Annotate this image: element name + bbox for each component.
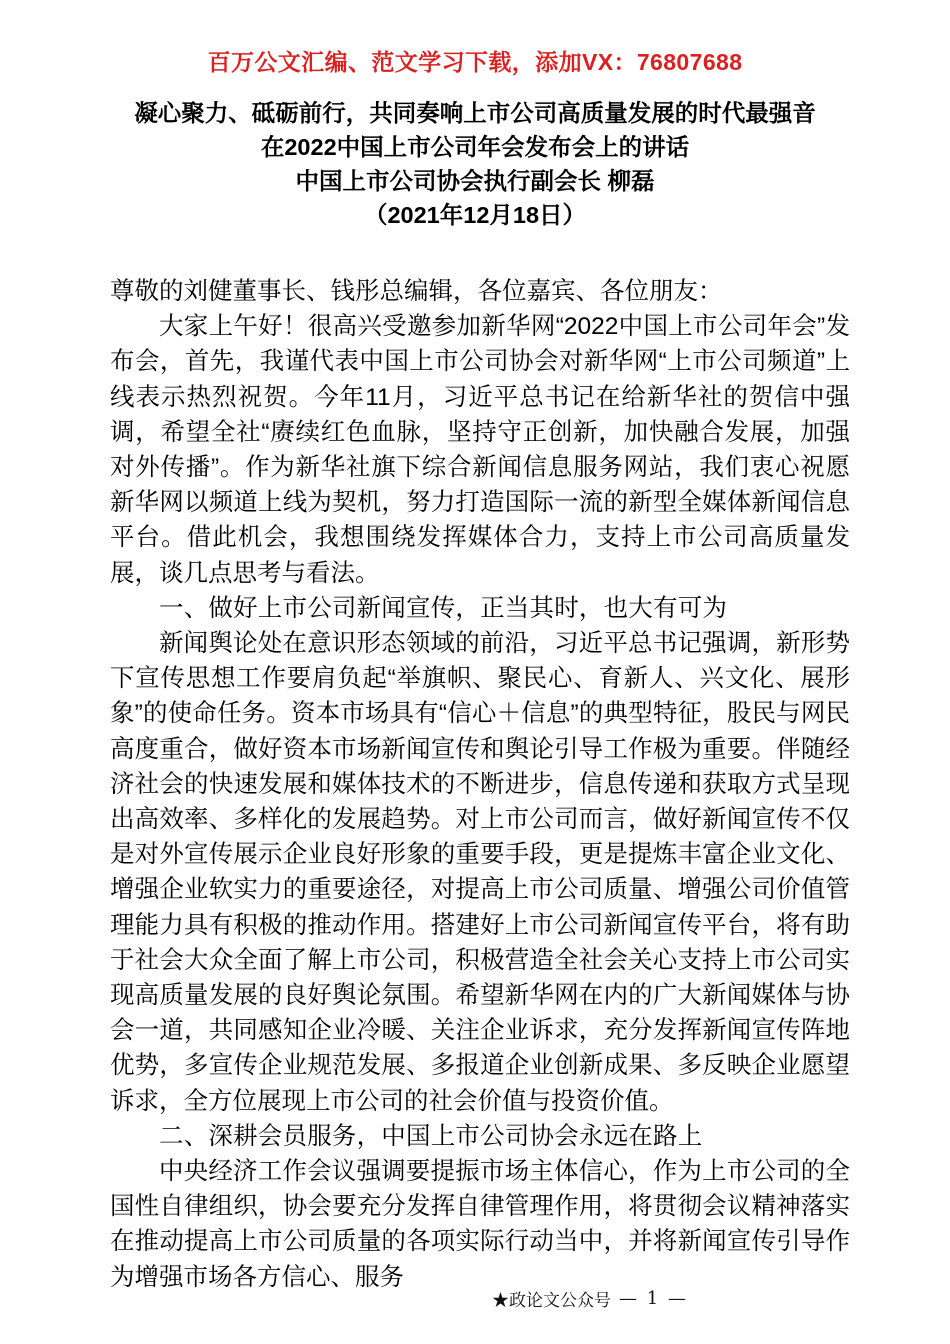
section-heading-1: 一、做好上市公司新闻宣传，正当其时，也大有可为 — [159, 594, 728, 622]
document-title-line-3: 中国上市公司协会执行副会长 柳磊 — [295, 168, 655, 194]
body-paragraph-1: 大家上午好！很高兴受邀参加新华网“2022中国上市公司年会”发布会，首先，我谨代表中国上市公司协会对新华网“上市公司频道”上线表示热烈祝贺。今年11月，习近平总书记在给新华社的贺信中强调，希望全社“赓续红色血脉，坚持守正创新，加快融合发展，加强对外传播”。作为新华社旗下综合新闻信息服务网站，我们衷心祝愿新华网以频道上线为契机，努力打造国际一流的新型全媒体新闻信息平台。借此机会，我想围绕发挥媒体合力，支持上市公司高质量发展，谈几点思考与看法。 — [110, 313, 850, 587]
page-number: — 1 — — [619, 1288, 688, 1309]
footer-brand-label: ★政论文公众号 — [492, 1291, 612, 1311]
document-title-line-4: （2021年12月18日） — [363, 202, 587, 228]
body-paragraph-3: 中央经济工作会议强调要提振市场主体信心，作为上市公司的全国性自律组织，协会要充分发挥自律管理作用，将贯彻会议精神落实在推动提高上市公司质量的各项实际行动当中，并将新闻宣传引导作为增强市场各方信心、服务 — [110, 1158, 850, 1291]
title-block — [0, 96, 950, 232]
document-title-line-2: 在2022中国上市公司年会发布会上的讲话 — [260, 134, 690, 160]
page-footer — [0, 1286, 950, 1311]
salutation-paragraph: 尊敬的刘健董事长、钱彤总编辑，各位嘉宾、各位朋友： — [110, 278, 723, 305]
document-body — [110, 274, 850, 1295]
section-heading-2: 二、深耕会员服务，中国上市公司协会永远在路上 — [159, 1122, 703, 1150]
footer-inner — [492, 1286, 688, 1311]
body-paragraph-2: 新闻舆论处在意识形态领域的前沿，习近平总书记强调，新形势下宣传思想工作要肩负起“举旗帜、聚民心、育新人、兴文化、展形象”的使命任务。资本市场具有“信心＋信息”的典型特征，股民与网民高度重合，做好资本市场新闻宣传和舆论引导工作极为重要。伴随经济社会的快速发展和媒体技术的不断进步，信息传递和获取方式呈现出高效率、多样化的发展趋势。对上市公司而言，做好新闻宣传不仅是对外宣传展示企业良好形象的重要手段，更是提炼丰富企业文化、增强企业软实力的重要途径，对提高上市公司质量、增强公司价值管理能力具有积极的推动作用。搭建好上市公司新闻宣传平台，将有助于社会大众全面了解上市公司，积极营造全社会关心支持上市公司实现高质量发展的良好舆论氛围。希望新华网在内的广大新闻媒体与协会一道，共同感知企业冷暖、关注企业诉求，充分发挥新闻宣传阵地优势，多宣传企业规范发展、多报道企业创新成果、多反映企业愿望诉求，全方位展现上市公司的社会价值与投资价值。 — [110, 630, 850, 1115]
document-title-line-1: 凝心聚力、砥砺前行，共同奏响上市公司高质量发展的时代最强音 — [134, 100, 816, 126]
promo-header-text: 百万公文汇编、范文学习下载，添加VX：76807688 — [207, 49, 743, 75]
